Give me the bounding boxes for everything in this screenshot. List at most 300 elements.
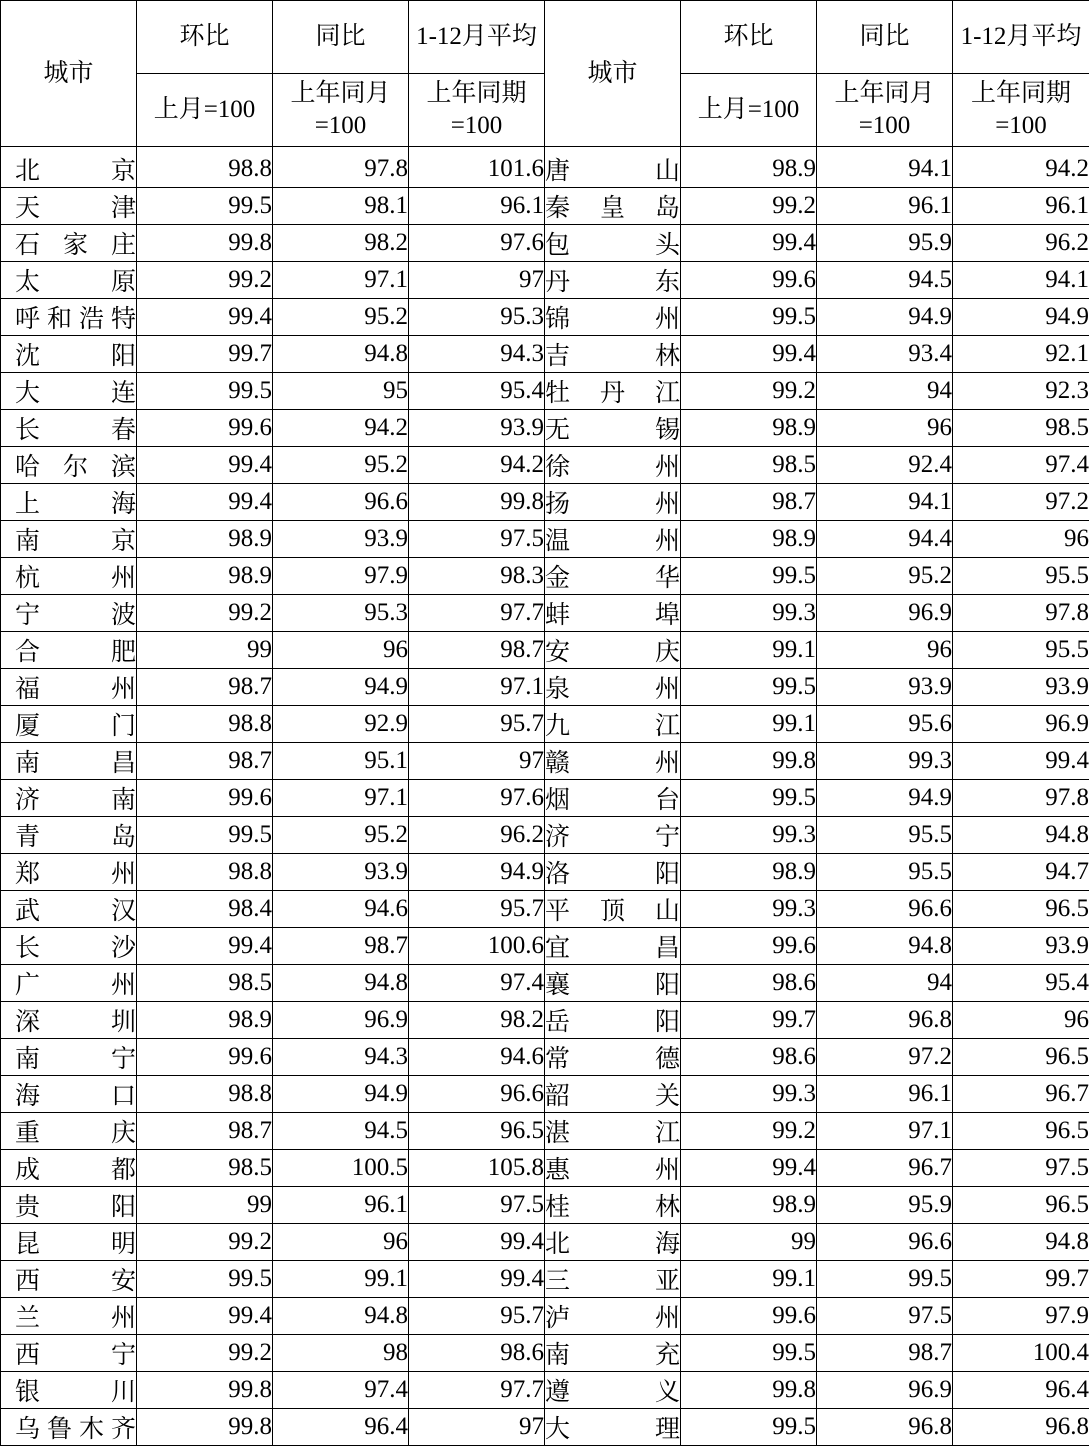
city-name-right: 宜昌 <box>545 928 681 965</box>
avg-value-right: 96.5 <box>953 1187 1089 1224</box>
mom-value-left: 98.9 <box>137 1002 273 1039</box>
avg-value-right: 96.1 <box>953 188 1089 225</box>
yoy-value-right: 97.2 <box>817 1039 953 1076</box>
yoy-value-left: 97.9 <box>273 558 409 595</box>
avg-value-left: 96.1 <box>409 188 545 225</box>
mom-value-right: 99.5 <box>681 558 817 595</box>
mom-value-left: 99.6 <box>137 780 273 817</box>
avg-value-right: 96.8 <box>953 1409 1089 1446</box>
city-name-right: 安庆 <box>545 632 681 669</box>
avg-value-right: 94.9 <box>953 299 1089 336</box>
mom-value-left: 98.5 <box>137 965 273 1002</box>
table-row <box>1 1335 1089 1372</box>
table-row <box>1 188 1089 225</box>
avg-value-left: 95.7 <box>409 891 545 928</box>
city-name-right: 平顶山 <box>545 891 681 928</box>
yoy-value-left: 94.2 <box>273 410 409 447</box>
mom-value-right: 99.7 <box>681 1002 817 1039</box>
yoy-value-left: 100.5 <box>273 1150 409 1187</box>
yoy-value-left: 96.1 <box>273 1187 409 1224</box>
yoy-value-left: 98.7 <box>273 928 409 965</box>
city-name-right: 泸州 <box>545 1298 681 1335</box>
yoy-value-right: 97.5 <box>817 1298 953 1335</box>
avg-value-left: 95.7 <box>409 706 545 743</box>
yoy-value-left: 97.4 <box>273 1372 409 1409</box>
mom-value-right: 99.6 <box>681 262 817 299</box>
avg-value-left: 97.7 <box>409 1372 545 1409</box>
yoy-value-left: 94.6 <box>273 891 409 928</box>
city-name-left: 济南 <box>1 780 137 817</box>
mom-value-left: 98.4 <box>137 891 273 928</box>
avg-value-left: 94.2 <box>409 447 545 484</box>
mom-value-left: 99.2 <box>137 1224 273 1261</box>
yoy-value-left: 99.1 <box>273 1261 409 1298</box>
avg-header-left: 1-12月平均 <box>409 1 545 74</box>
mom-value-right: 98.5 <box>681 447 817 484</box>
yoy-value-right: 99.3 <box>817 743 953 780</box>
avg-value-right: 97.4 <box>953 447 1089 484</box>
yoy-value-left: 94.8 <box>273 965 409 1002</box>
mom-value-right: 99.4 <box>681 1150 817 1187</box>
yoy-value-right: 93.4 <box>817 336 953 373</box>
city-name-right: 常德 <box>545 1039 681 1076</box>
city-name-left: 深圳 <box>1 1002 137 1039</box>
yoy-value-left: 93.9 <box>273 854 409 891</box>
yoy-value-right: 96.9 <box>817 595 953 632</box>
yoy-value-left: 98 <box>273 1335 409 1372</box>
table-row <box>1 147 1089 188</box>
city-name-left: 太原 <box>1 262 137 299</box>
yoy-value-left: 98.2 <box>273 225 409 262</box>
avg-value-left: 97.6 <box>409 780 545 817</box>
city-name-left: 银川 <box>1 1372 137 1409</box>
yoy-value-right: 95.9 <box>817 225 953 262</box>
mom-value-left: 99.8 <box>137 225 273 262</box>
avg-value-left: 95.7 <box>409 1298 545 1335</box>
city-name-right: 唐山 <box>545 147 681 188</box>
yoy-value-left: 93.9 <box>273 521 409 558</box>
mom-value-left: 99.6 <box>137 1039 273 1076</box>
avg-value-left: 96.6 <box>409 1076 545 1113</box>
yoy-value-right: 94.1 <box>817 147 953 188</box>
avg-value-right: 95.5 <box>953 632 1089 669</box>
mom-value-right: 99.4 <box>681 225 817 262</box>
mom-value-left: 98.7 <box>137 743 273 780</box>
city-name-left: 福州 <box>1 669 137 706</box>
avg-value-right: 100.4 <box>953 1335 1089 1372</box>
yoy-value-right: 96.8 <box>817 1409 953 1446</box>
city-name-left: 南宁 <box>1 1039 137 1076</box>
city-name-right: 三亚 <box>545 1261 681 1298</box>
city-name-right: 岳阳 <box>545 1002 681 1039</box>
table-row <box>1 484 1089 521</box>
city-name-left: 西安 <box>1 1261 137 1298</box>
mom-value-left: 98.7 <box>137 669 273 706</box>
city-name-right: 扬州 <box>545 484 681 521</box>
yoy-value-left: 95.2 <box>273 299 409 336</box>
yoy-value-right: 94 <box>817 373 953 410</box>
avg-value-right: 97.8 <box>953 595 1089 632</box>
yoy-value-left: 96 <box>273 1224 409 1261</box>
avg-value-right: 97.8 <box>953 780 1089 817</box>
mom-value-right: 99.2 <box>681 1113 817 1150</box>
yoy-value-left: 98.1 <box>273 188 409 225</box>
mom-value-right: 99.2 <box>681 188 817 225</box>
city-name-left: 合肥 <box>1 632 137 669</box>
table-row <box>1 817 1089 854</box>
table-row <box>1 1039 1089 1076</box>
table-row <box>1 1409 1089 1446</box>
yoy-value-left: 94.5 <box>273 1113 409 1150</box>
mom-value-right: 99.1 <box>681 706 817 743</box>
city-name-right: 包头 <box>545 225 681 262</box>
mom-value-left: 99.4 <box>137 484 273 521</box>
avg-value-right: 99.7 <box>953 1261 1089 1298</box>
yoy-value-right: 95.6 <box>817 706 953 743</box>
avg-value-right: 96.4 <box>953 1372 1089 1409</box>
avg-value-right: 97.2 <box>953 484 1089 521</box>
mom-value-left: 99.2 <box>137 595 273 632</box>
city-name-left: 昆明 <box>1 1224 137 1261</box>
city-name-left: 武汉 <box>1 891 137 928</box>
yoy-value-left: 97.8 <box>273 147 409 188</box>
mom-value-left: 99.4 <box>137 1298 273 1335</box>
avg-value-left: 97 <box>409 262 545 299</box>
avg-value-left: 98.7 <box>409 632 545 669</box>
city-name-left: 青岛 <box>1 817 137 854</box>
table-row <box>1 410 1089 447</box>
city-name-left: 成都 <box>1 1150 137 1187</box>
city-name-left: 呼和浩特 <box>1 299 137 336</box>
mom-value-left: 98.5 <box>137 1150 273 1187</box>
mom-value-left: 99.4 <box>137 447 273 484</box>
yoy-value-left: 97.1 <box>273 262 409 299</box>
mom-value-left: 99.5 <box>137 373 273 410</box>
yoy-value-left: 94.9 <box>273 1076 409 1113</box>
mom-value-right: 99.3 <box>681 817 817 854</box>
avg-value-right: 96 <box>953 1002 1089 1039</box>
mom-value-right: 98.6 <box>681 965 817 1002</box>
avg-value-left: 100.6 <box>409 928 545 965</box>
avg-value-right: 96.5 <box>953 891 1089 928</box>
mom-value-right: 99.4 <box>681 336 817 373</box>
avg-value-right: 96.7 <box>953 1076 1089 1113</box>
mom-value-right: 99.6 <box>681 1298 817 1335</box>
mom-value-left: 99 <box>137 632 273 669</box>
mom-value-right: 99.5 <box>681 1409 817 1446</box>
city-name-left: 长沙 <box>1 928 137 965</box>
yoy-value-right: 94.5 <box>817 262 953 299</box>
table-row <box>1 1224 1089 1261</box>
table-row <box>1 299 1089 336</box>
avg-value-left: 97.1 <box>409 669 545 706</box>
table-row <box>1 373 1089 410</box>
mom-header-right: 环比 <box>681 1 817 74</box>
avg-value-right: 99.4 <box>953 743 1089 780</box>
yoy-value-right: 94.9 <box>817 299 953 336</box>
table-row <box>1 1372 1089 1409</box>
yoy-value-right: 92.4 <box>817 447 953 484</box>
city-name-right: 锦州 <box>545 299 681 336</box>
city-name-right: 湛江 <box>545 1113 681 1150</box>
avg-value-right: 96.2 <box>953 225 1089 262</box>
yoy-value-left: 95 <box>273 373 409 410</box>
avg-value-right: 94.1 <box>953 262 1089 299</box>
city-name-right: 济宁 <box>545 817 681 854</box>
yoy-value-right: 98.7 <box>817 1335 953 1372</box>
mom-value-right: 99.8 <box>681 1372 817 1409</box>
yoy-value-right: 95.5 <box>817 817 953 854</box>
avg-value-left: 94.3 <box>409 336 545 373</box>
avg-header-right: 1-12月平均 <box>953 1 1089 74</box>
city-name-right: 九江 <box>545 706 681 743</box>
table-row <box>1 743 1089 780</box>
table-row <box>1 225 1089 262</box>
mom-value-right: 98.6 <box>681 1039 817 1076</box>
city-name-left: 贵阳 <box>1 1187 137 1224</box>
yoy-value-left: 95.3 <box>273 595 409 632</box>
table-row <box>1 706 1089 743</box>
avg-value-left: 101.6 <box>409 147 545 188</box>
avg-value-left: 97.5 <box>409 1187 545 1224</box>
city-name-right: 赣州 <box>545 743 681 780</box>
city-name-right: 蚌埠 <box>545 595 681 632</box>
yoy-value-left: 94.9 <box>273 669 409 706</box>
city-name-right: 北海 <box>545 1224 681 1261</box>
city-header-right: 城市 <box>545 1 681 147</box>
avg-value-left: 99.4 <box>409 1261 545 1298</box>
avg-value-right: 96.5 <box>953 1039 1089 1076</box>
mom-value-right: 99.1 <box>681 1261 817 1298</box>
table-row <box>1 1002 1089 1039</box>
table-row <box>1 891 1089 928</box>
city-name-left: 西宁 <box>1 1335 137 1372</box>
avg-value-right: 95.4 <box>953 965 1089 1002</box>
avg-value-left: 98.3 <box>409 558 545 595</box>
avg-value-right: 92.3 <box>953 373 1089 410</box>
mom-value-right: 99.5 <box>681 669 817 706</box>
yoy-header-right: 同比 <box>817 1 953 74</box>
city-name-left: 哈尔滨 <box>1 447 137 484</box>
mom-value-left: 98.8 <box>137 1076 273 1113</box>
avg-value-right: 92.1 <box>953 336 1089 373</box>
yoy-value-left: 97.1 <box>273 780 409 817</box>
mom-value-left: 99.4 <box>137 299 273 336</box>
city-name-left: 北京 <box>1 147 137 188</box>
yoy-value-right: 93.9 <box>817 669 953 706</box>
mom-value-left: 99.6 <box>137 410 273 447</box>
yoy-value-right: 94.4 <box>817 521 953 558</box>
avg-value-left: 97 <box>409 743 545 780</box>
mom-value-right: 99 <box>681 1224 817 1261</box>
mom-value-right: 98.9 <box>681 1187 817 1224</box>
yoy-value-right: 95.2 <box>817 558 953 595</box>
mom-value-left: 99.2 <box>137 1335 273 1372</box>
mom-value-left: 98.7 <box>137 1113 273 1150</box>
yoy-value-left: 94.3 <box>273 1039 409 1076</box>
yoy-value-right: 95.9 <box>817 1187 953 1224</box>
yoy-value-left: 95.2 <box>273 447 409 484</box>
avg-value-right: 94.8 <box>953 817 1089 854</box>
avg-value-right: 94.8 <box>953 1224 1089 1261</box>
avg-value-left: 95.3 <box>409 299 545 336</box>
yoy-value-left: 96 <box>273 632 409 669</box>
avg-value-right: 93.9 <box>953 669 1089 706</box>
city-name-left: 沈阳 <box>1 336 137 373</box>
avg-value-left: 98.6 <box>409 1335 545 1372</box>
mom-value-right: 98.9 <box>681 147 817 188</box>
mom-value-right: 99.5 <box>681 1335 817 1372</box>
avg-value-left: 94.6 <box>409 1039 545 1076</box>
table-row <box>1 669 1089 706</box>
city-name-right: 大理 <box>545 1409 681 1446</box>
mom-value-right: 98.9 <box>681 521 817 558</box>
avg-value-right: 94.7 <box>953 854 1089 891</box>
avg-value-left: 94.9 <box>409 854 545 891</box>
yoy-value-right: 96.7 <box>817 1150 953 1187</box>
avg-value-left: 97 <box>409 1409 545 1446</box>
city-name-left: 上海 <box>1 484 137 521</box>
mom-value-left: 99.5 <box>137 817 273 854</box>
city-name-left: 南昌 <box>1 743 137 780</box>
avg-value-left: 99.8 <box>409 484 545 521</box>
table-row <box>1 336 1089 373</box>
yoy-value-right: 96.6 <box>817 891 953 928</box>
city-name-left: 石家庄 <box>1 225 137 262</box>
city-name-right: 金华 <box>545 558 681 595</box>
table-row <box>1 854 1089 891</box>
mom-value-right: 99.1 <box>681 632 817 669</box>
header-row-1 <box>1 1 1089 74</box>
city-name-right: 秦皇岛 <box>545 188 681 225</box>
mom-value-right: 98.9 <box>681 410 817 447</box>
yoy-value-left: 95.1 <box>273 743 409 780</box>
avg-value-right: 93.9 <box>953 928 1089 965</box>
mom-value-left: 99.5 <box>137 1261 273 1298</box>
city-name-left: 南京 <box>1 521 137 558</box>
city-name-left: 乌鲁木齐 <box>1 1409 137 1446</box>
city-name-right: 吉林 <box>545 336 681 373</box>
city-name-left: 大连 <box>1 373 137 410</box>
mom-value-left: 98.8 <box>137 706 273 743</box>
yoy-value-right: 97.1 <box>817 1113 953 1150</box>
table-row <box>1 558 1089 595</box>
mom-value-left: 99.5 <box>137 188 273 225</box>
yoy-value-right: 96.1 <box>817 188 953 225</box>
city-name-right: 徐州 <box>545 447 681 484</box>
mom-value-left: 99 <box>137 1187 273 1224</box>
table-row <box>1 632 1089 669</box>
table-row <box>1 1150 1089 1187</box>
mom-value-right: 99.3 <box>681 595 817 632</box>
avg-value-left: 96.2 <box>409 817 545 854</box>
table-row <box>1 262 1089 299</box>
city-name-right: 南充 <box>545 1335 681 1372</box>
yoy-value-left: 96.9 <box>273 1002 409 1039</box>
yoy-value-left: 94.8 <box>273 1298 409 1335</box>
city-name-left: 天津 <box>1 188 137 225</box>
avg-value-right: 94.2 <box>953 147 1089 188</box>
avg-value-right: 96.9 <box>953 706 1089 743</box>
avg-value-right: 95.5 <box>953 558 1089 595</box>
table-row <box>1 1187 1089 1224</box>
mom-value-left: 99.2 <box>137 262 273 299</box>
city-name-right: 牡丹江 <box>545 373 681 410</box>
city-name-right: 襄阳 <box>545 965 681 1002</box>
avg-value-left: 97.7 <box>409 595 545 632</box>
mom-base-right: 上月=100 <box>681 74 817 147</box>
avg-value-left: 99.4 <box>409 1224 545 1261</box>
yoy-value-right: 96.1 <box>817 1076 953 1113</box>
city-name-right: 泉州 <box>545 669 681 706</box>
mom-value-left: 99.4 <box>137 928 273 965</box>
avg-value-right: 97.9 <box>953 1298 1089 1335</box>
city-name-right: 无锡 <box>545 410 681 447</box>
mom-value-right: 99.6 <box>681 928 817 965</box>
mom-value-right: 99.5 <box>681 780 817 817</box>
city-name-left: 重庆 <box>1 1113 137 1150</box>
avg-value-right: 96.5 <box>953 1113 1089 1150</box>
city-name-right: 丹东 <box>545 262 681 299</box>
yoy-value-right: 94.9 <box>817 780 953 817</box>
table-row <box>1 1298 1089 1335</box>
city-name-left: 长春 <box>1 410 137 447</box>
mom-value-right: 99.8 <box>681 743 817 780</box>
avg-value-right: 98.5 <box>953 410 1089 447</box>
yoy-value-right: 96 <box>817 410 953 447</box>
city-name-right: 洛阳 <box>545 854 681 891</box>
yoy-value-left: 94.8 <box>273 336 409 373</box>
mom-value-left: 99.8 <box>137 1409 273 1446</box>
yoy-value-right: 94 <box>817 965 953 1002</box>
avg-value-right: 97.5 <box>953 1150 1089 1187</box>
city-name-right: 烟台 <box>545 780 681 817</box>
city-name-left: 杭州 <box>1 558 137 595</box>
mom-value-left: 99.8 <box>137 1372 273 1409</box>
table-row <box>1 447 1089 484</box>
mom-value-right: 98.9 <box>681 854 817 891</box>
table-row <box>1 1113 1089 1150</box>
city-name-left: 宁波 <box>1 595 137 632</box>
city-name-left: 广州 <box>1 965 137 1002</box>
mom-value-right: 98.7 <box>681 484 817 521</box>
avg-base-right: 上年同期=100 <box>953 74 1089 147</box>
yoy-value-right: 99.5 <box>817 1261 953 1298</box>
table-row <box>1 1076 1089 1113</box>
table-body <box>1 147 1089 1446</box>
yoy-value-left: 96.4 <box>273 1409 409 1446</box>
city-name-right: 遵义 <box>545 1372 681 1409</box>
yoy-value-right: 94.1 <box>817 484 953 521</box>
table-row <box>1 521 1089 558</box>
city-name-right: 桂林 <box>545 1187 681 1224</box>
table-row <box>1 1261 1089 1298</box>
yoy-value-left: 96.6 <box>273 484 409 521</box>
mom-value-left: 98.8 <box>137 147 273 188</box>
city-header-left: 城市 <box>1 1 137 147</box>
yoy-value-right: 95.5 <box>817 854 953 891</box>
avg-value-right: 96 <box>953 521 1089 558</box>
mom-value-left: 99.7 <box>137 336 273 373</box>
mom-value-right: 99.2 <box>681 373 817 410</box>
table-row <box>1 965 1089 1002</box>
avg-value-left: 95.4 <box>409 373 545 410</box>
yoy-base-right: 上年同月=100 <box>817 74 953 147</box>
city-name-right: 温州 <box>545 521 681 558</box>
mom-value-left: 98.8 <box>137 854 273 891</box>
yoy-value-right: 96.9 <box>817 1372 953 1409</box>
mom-value-right: 99.3 <box>681 891 817 928</box>
